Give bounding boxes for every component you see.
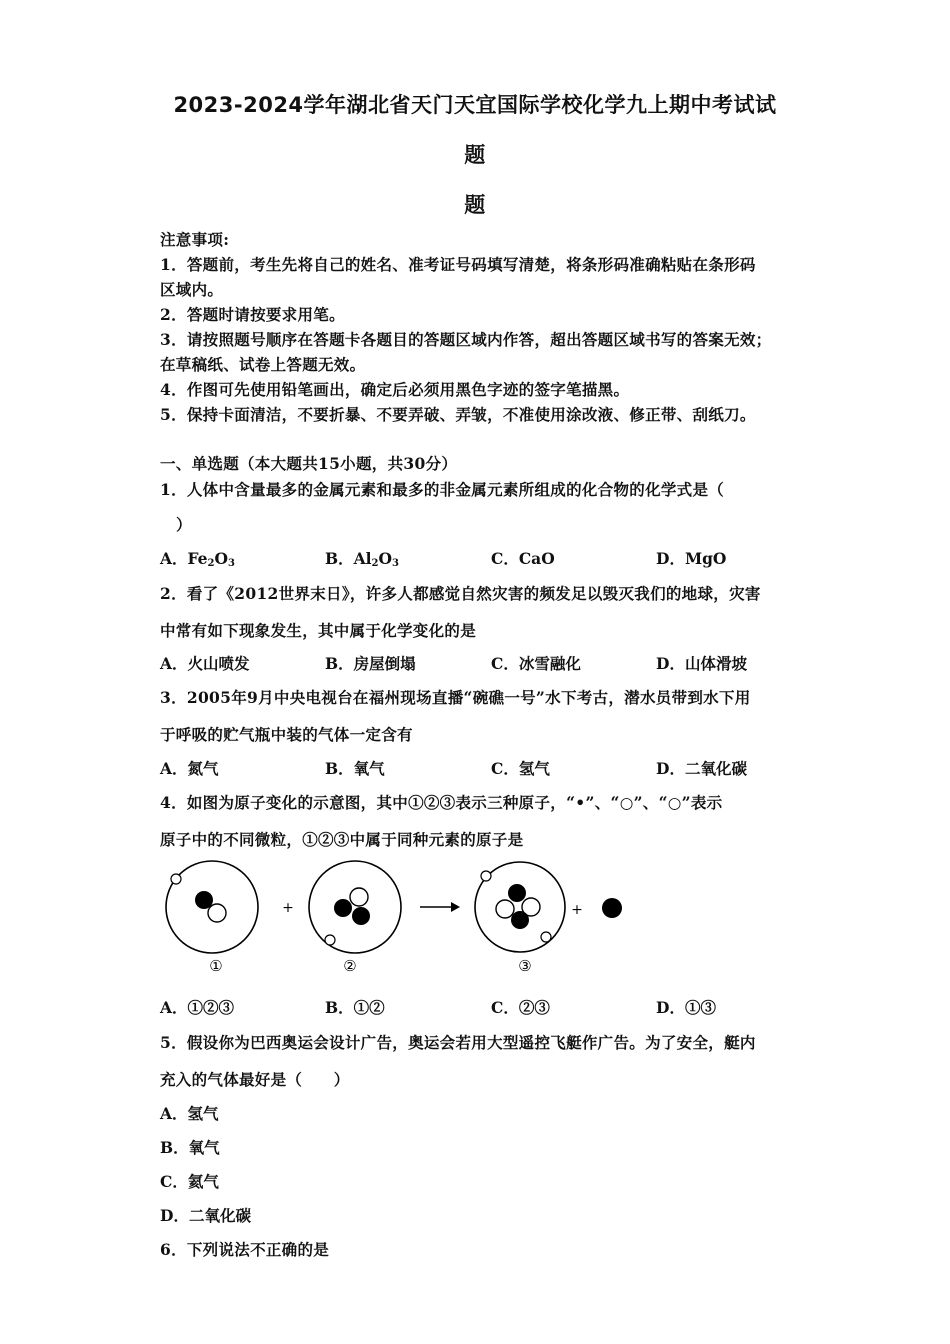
- q4-option-a: A．①②③: [160, 998, 235, 1017]
- q3-stem-line-2: 于呼吸的贮气瓶中装的气体一定含有: [160, 725, 413, 744]
- notice-line-2: 区域内。: [160, 280, 224, 299]
- q3-option-b: B．氧气: [325, 759, 385, 778]
- atom-3-figure: [475, 862, 565, 975]
- q4-stem-line-2: 原子中的不同微粒，①②③中属于同种元素的原子是: [160, 830, 524, 849]
- atom-1-figure: [166, 861, 258, 975]
- atom-3-proton-1: [508, 884, 526, 902]
- notice-heading: 注意事项:: [160, 230, 230, 249]
- q2-stem-line-2: 中常有如下现象发生，其中属于化学变化的是: [160, 621, 477, 640]
- atom-2-label: ②: [343, 957, 357, 975]
- atom-1-electron: [171, 874, 181, 884]
- notice-line-3: 2．答题时请按要求用笔。: [160, 305, 345, 324]
- q5-stem-line-1: 5．假设你为巴西奥运会设计广告，奥运会若用大型遥控飞艇作广告。为了安全，艇内: [160, 1033, 756, 1052]
- q3-option-d: D．二氧化碳: [656, 759, 747, 778]
- page-title-line-2: 题: [464, 143, 486, 167]
- q1-option-c: C．CaO: [491, 549, 555, 568]
- q5-option-c: C．氦气: [160, 1172, 219, 1191]
- notice-line-5: 在草稿纸、试卷上答题无效。: [160, 355, 366, 374]
- q4-stem-line-1: 4．如图为原子变化的示意图，其中①②③表示三种原子，“•”、“○”、“○”表示: [160, 793, 723, 812]
- q4-option-b: B．①②: [325, 998, 385, 1017]
- atom-3-neutron-1: [496, 900, 514, 918]
- atom-3-proton-2: [511, 911, 529, 929]
- page-title-line-3: 题: [464, 193, 486, 217]
- atom-2-proton-1: [334, 899, 352, 917]
- q2-stem-line-1: 2．看了《2012世界末日》，许多人都感觉自然灾害的频发足以毁灭我们的地球，灾害: [160, 584, 761, 603]
- notice-line-7: 5．保持卡面清洁，不要折暴、不要弄破、弄皱，不准使用涂改液、修正带、刮纸刀。: [160, 405, 756, 424]
- atom-2-orbit: [309, 861, 401, 953]
- q4-option-d: D．①③: [656, 998, 716, 1017]
- q3-option-a: A．氮气: [160, 759, 219, 778]
- atom-2-proton-2: [352, 907, 370, 925]
- q1-stem-line-2: ）: [176, 515, 192, 534]
- reaction-arrow-icon: [420, 902, 460, 912]
- q2-option-a: A．火山喷发: [160, 654, 250, 673]
- notice-line-6: 4．作图可先使用铅笔画出，确定后必须用黑色字迹的签字笔描黑。: [160, 380, 630, 399]
- q5-option-b: B．氧气: [160, 1138, 220, 1157]
- q5-stem-line-2: 充入的气体最好是（ ）: [160, 1070, 350, 1089]
- atom-1-neutron: [208, 904, 226, 922]
- atom-2-neutron: [350, 888, 368, 906]
- free-proton: [602, 898, 622, 918]
- q5-option-a: A．氢气: [160, 1104, 219, 1123]
- atom-2-electron: [325, 935, 335, 945]
- q4-option-c: C．②③: [491, 998, 550, 1017]
- q2-option-c: C．冰雪融化: [491, 654, 581, 673]
- atom-3-electron-1: [481, 871, 491, 881]
- q6-stem-line-1: 6．下列说法不正确的是: [160, 1240, 330, 1259]
- q3-stem-line-1: 3．2005年9月中央电视台在福州现场直播“碗礁一号”水下考古，潜水员带到水下用: [160, 688, 751, 707]
- q5-option-d: D．二氧化碳: [160, 1206, 251, 1225]
- q1-stem-line-1: 1．人体中含量最多的金属元素和最多的非金属元素所组成的化合物的化学式是（: [160, 480, 725, 499]
- atom-2-figure: [309, 861, 401, 975]
- q1-option-b: B．$Al_2O_3$: [325, 549, 399, 569]
- q2-option-d: D．山体滑坡: [656, 654, 747, 673]
- atom-3-label: ③: [518, 957, 532, 975]
- page-title-line-1: 2023-2024学年湖北省天门天宜国际学校化学九上期中考试试: [173, 93, 777, 117]
- notice-line-4: 3．请按照题号顺序在答题卡各题目的答题区域内作答，超出答题区域书写的答案无效；: [160, 330, 772, 349]
- plus-sign-2: +: [571, 902, 583, 918]
- atom-1-label: ①: [209, 957, 223, 975]
- q2-option-b: B．房屋倒塌: [325, 654, 416, 673]
- q1-option-a: A．$Fe_2O_3$: [160, 549, 235, 569]
- plus-sign-1: +: [282, 900, 294, 916]
- notice-line-1: 1．答题前，考生先将自己的姓名、准考证号码填写清楚，将条形码准确粘贴在条形码: [160, 255, 756, 274]
- q3-option-c: C．氢气: [491, 759, 550, 778]
- atom-3-electron-2: [541, 932, 551, 942]
- section-heading: 一、单选题（本大题共15小题，共30分）: [160, 454, 458, 473]
- atom-change-diagram: [150, 855, 650, 980]
- q1-option-d: D．MgO: [656, 549, 727, 568]
